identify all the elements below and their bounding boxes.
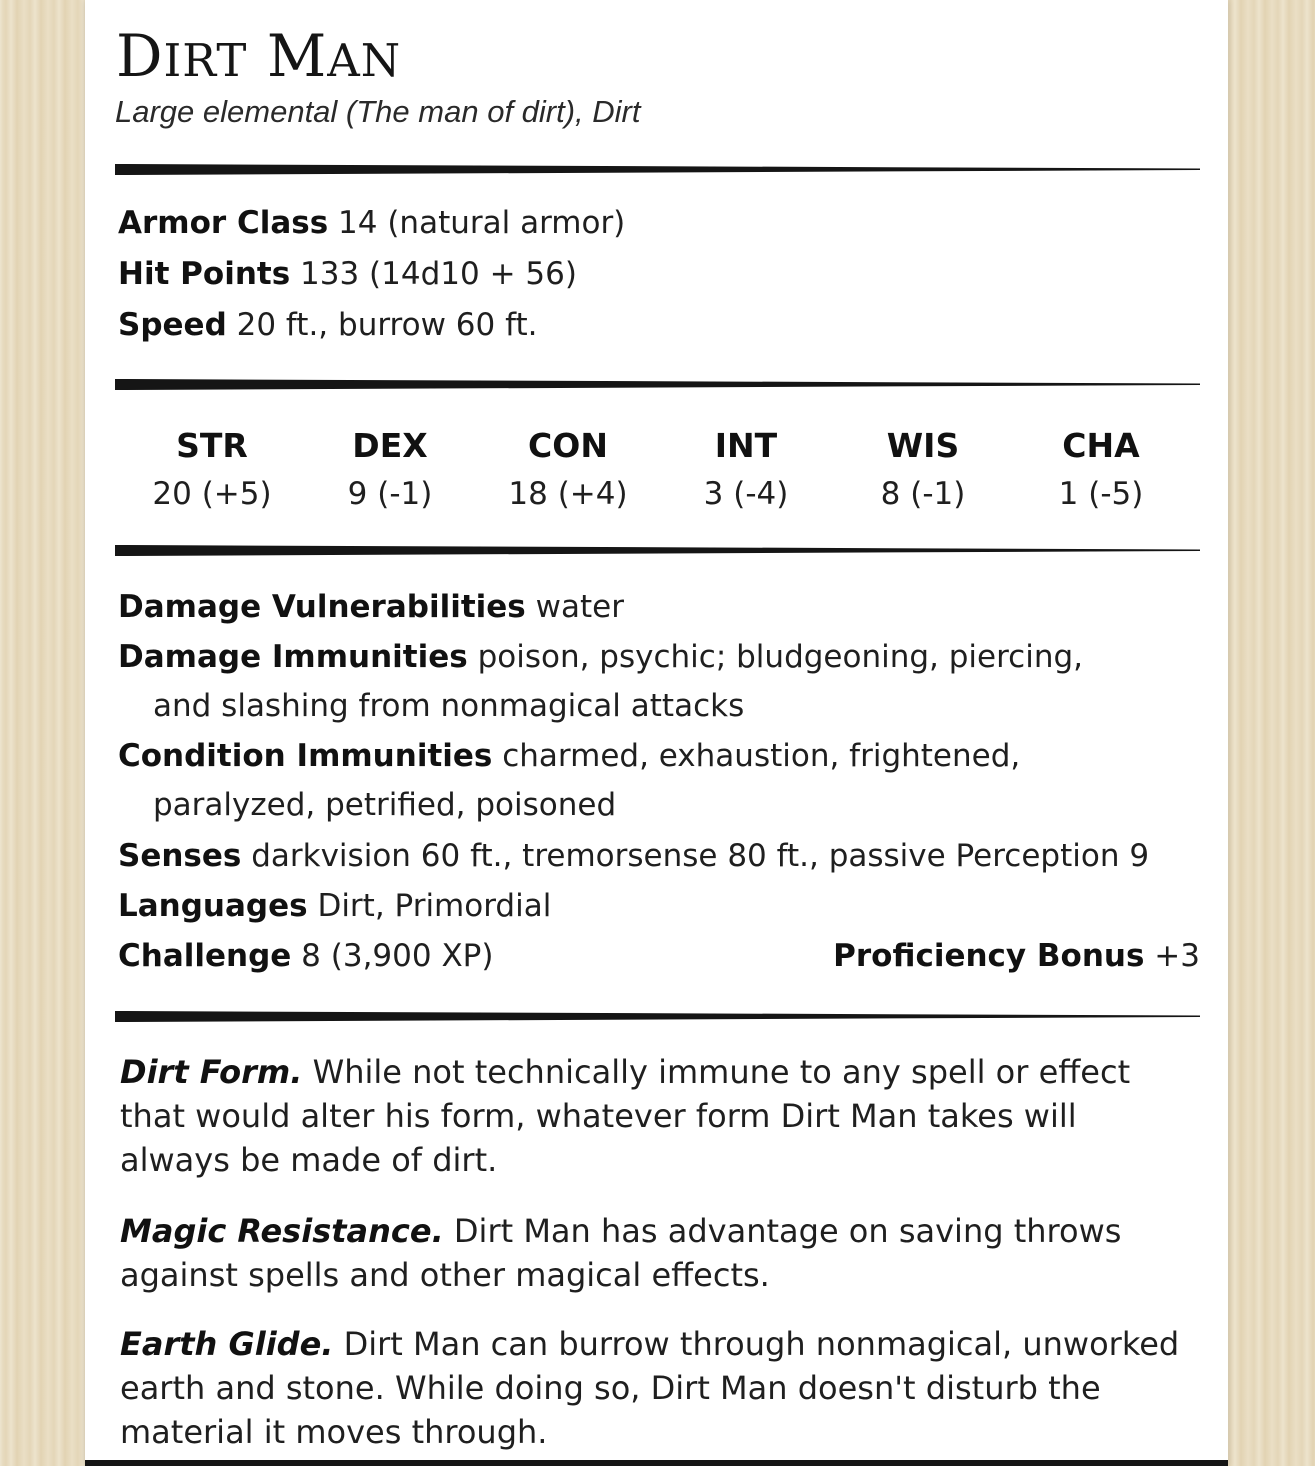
- trait-magic-resistance: [120, 1209, 1180, 1297]
- condition-immunities-continued: paralyzed, petrified, poisoned: [153, 787, 617, 823]
- condition-immunities-label: Condition Immunities: [118, 738, 493, 774]
- trait-earth-glide: [120, 1322, 1180, 1454]
- ability-name: WIS: [886, 426, 960, 465]
- armor-class-label: Armor Class: [118, 205, 329, 241]
- damage-immunities-continued: and slashing from nonmagical attacks: [153, 688, 745, 724]
- ability-wis: [834, 420, 1012, 516]
- proficiency-value: +3: [1154, 938, 1200, 974]
- ability-score: 1 (-5): [1058, 476, 1144, 512]
- speed-line: [118, 300, 537, 350]
- damage-immunities-value: poison, psychic; bludgeoning, piercing,: [477, 639, 1084, 675]
- monster-subtitle: Large elemental (The man of dirt), Dirt: [115, 94, 641, 129]
- speed-value: 20 ft., burrow 60 ft.: [236, 307, 538, 343]
- ability-score: 8 (-1): [880, 476, 966, 512]
- trait-text: Dirt Man has advantage on saving throws against spells and other magical effects.: [120, 1212, 1122, 1294]
- senses-label: Senses: [118, 838, 242, 874]
- hit-points-label: Hit Points: [118, 256, 291, 292]
- trait-text: Dirt Man can burrow through nonmagical, unworked earth and stone. While doing so, Dirt Man doesn't disturb the material it moves through.: [120, 1325, 1180, 1451]
- ability-str: [123, 420, 301, 516]
- tapered-rule: [115, 162, 1200, 177]
- languages-value: Dirt, Primordial: [317, 888, 552, 924]
- monster-name-rest-2: AN: [327, 34, 402, 87]
- challenge-label: Challenge: [118, 938, 292, 974]
- ability-con: [479, 420, 657, 516]
- trait-text: While not technically immune to any spell or effect that would alter his form, whatever form Dirt Man takes will always be made of dirt.: [120, 1053, 1131, 1179]
- ability-name: CON: [528, 426, 608, 465]
- ability-dex: [301, 420, 479, 516]
- vulnerabilities-label: Damage Vulnerabilities: [118, 589, 526, 625]
- speed-label: Speed: [118, 307, 227, 343]
- condition-immunities-line: [118, 731, 1020, 781]
- senses-line: [118, 831, 1149, 881]
- ability-score: 3 (-4): [703, 476, 789, 512]
- ability-int: [657, 420, 835, 516]
- monster-name-cap-1: D: [116, 22, 164, 90]
- damage-immunities-label: Damage Immunities: [118, 639, 468, 675]
- hit-points-line: [118, 249, 577, 299]
- tapered-rule: [115, 1009, 1200, 1024]
- proficiency-bonus: [833, 931, 1200, 981]
- damage-immunities-line: [118, 632, 1083, 682]
- bottom-border: [85, 1460, 1228, 1466]
- ability-scores: [118, 420, 1203, 520]
- ability-cha: [1012, 420, 1190, 516]
- ability-score: 20 (+5): [152, 476, 272, 512]
- tapered-rule: [115, 543, 1200, 558]
- ability-name: STR: [176, 426, 248, 465]
- trait-name: Magic Resistance.: [120, 1212, 444, 1250]
- proficiency-label: Proficiency Bonus: [833, 938, 1145, 974]
- hit-points-value: 133 (14d10 + 56): [300, 256, 577, 292]
- ability-name: DEX: [352, 426, 428, 465]
- ability-name: CHA: [1062, 426, 1140, 465]
- challenge-value: 8 (3,900 XP): [301, 938, 494, 974]
- trait-dirt-form: [120, 1050, 1180, 1182]
- languages-line: [118, 881, 551, 931]
- ability-score: 9 (-1): [347, 476, 433, 512]
- trait-name: Earth Glide.: [120, 1325, 334, 1363]
- armor-class-line: [118, 198, 625, 248]
- armor-class-value: 14 (natural armor): [338, 205, 626, 241]
- ability-name: INT: [714, 426, 778, 465]
- challenge-line: [118, 931, 493, 981]
- senses-value: darkvision 60 ft., tremorsense 80 ft., passive Perception 9: [251, 838, 1150, 874]
- vulnerabilities-line: [118, 582, 624, 632]
- languages-label: Languages: [118, 888, 308, 924]
- vulnerabilities-value: water: [535, 589, 624, 625]
- monster-name-rest-1: IRT: [163, 34, 248, 87]
- monster-name: [116, 22, 401, 90]
- tapered-rule: [115, 377, 1200, 392]
- monster-name-cap-2: M: [266, 22, 328, 90]
- ability-score: 18 (+4): [508, 476, 628, 512]
- trait-name: Dirt Form.: [120, 1053, 303, 1091]
- condition-immunities-value: charmed, exhaustion, frightened,: [502, 738, 1021, 774]
